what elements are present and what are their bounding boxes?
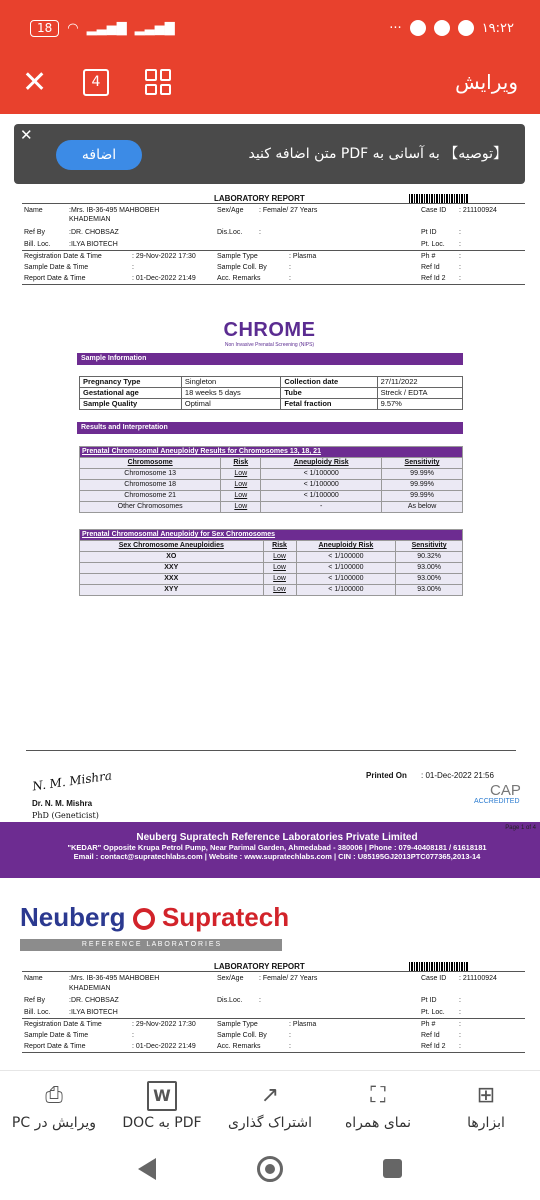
table-header-cell: Chromosome (80, 458, 221, 469)
app-icon (458, 20, 474, 36)
status-icons-left (30, 20, 175, 37)
clock: ۱۹:۲۲ (481, 20, 514, 36)
table-cell: < 1/100000 (296, 552, 396, 563)
table-cell: Chromosome 18 (80, 480, 221, 491)
label-sample-type: Sample Type (217, 253, 258, 260)
table-row (80, 480, 463, 491)
label-sample-coll-by: Sample Coll. By (217, 264, 267, 271)
p2-value-pt-id: : (459, 997, 461, 1004)
pdf-viewer[interactable] (0, 114, 540, 1070)
chrome-icon (434, 20, 450, 36)
pdf-page-1 (14, 114, 536, 884)
barcode-p2 (409, 962, 469, 971)
table-cell: 93.00% (396, 574, 463, 585)
cap-logo: CAP (490, 782, 521, 799)
table-row (80, 502, 463, 513)
table-cell: XXY (80, 563, 264, 574)
signature-line (26, 750, 516, 751)
toolbar-tools[interactable] (432, 1077, 540, 1131)
table-cell: 99.99% (382, 491, 463, 502)
value-acc-remarks: : (289, 275, 291, 282)
signature-script: N. M. Mishra (31, 768, 113, 794)
p2-value-sample-coll-by: : (289, 1032, 291, 1039)
header-line (22, 203, 525, 204)
value-sample-type: : Plasma (289, 253, 317, 260)
table-row (80, 574, 463, 585)
sample-info-cell: Gestational age (80, 388, 182, 399)
table-cell: Low (263, 552, 296, 563)
autosome-table (79, 446, 463, 513)
table-cell: < 1/100000 (261, 480, 382, 491)
p2-value-sample-type: : Plasma (289, 1021, 317, 1028)
p2-label-ref-id: Ref Id (421, 1032, 440, 1039)
logo-supratech: Supratech (161, 902, 290, 932)
label-dis-loc: Dis.Loc. (217, 229, 243, 236)
sample-info-cell: Pregnancy Type (80, 377, 182, 388)
status-icons-right (389, 20, 514, 36)
table-cell: < 1/100000 (261, 491, 382, 502)
table-cell: 90.32% (396, 552, 463, 563)
bottom-toolbar (0, 1070, 540, 1140)
value-sample-date: : (132, 264, 134, 271)
home-icon[interactable] (257, 1156, 283, 1182)
label-reg-date: Registration Date & Time (24, 253, 102, 260)
banner-add-button[interactable]: اضافه (56, 140, 142, 170)
p2-label-ref-by: Ref By (24, 997, 46, 1004)
label-name: Name (24, 207, 43, 214)
banner-text: 【توصیه】 به آسانی به PDF متن اضافه کنید (248, 146, 507, 162)
table-cell: XXX (80, 574, 264, 585)
table-cell: Low (263, 563, 296, 574)
table-cell: < 1/100000 (261, 469, 382, 480)
logo-neuberg: Neuberg (20, 902, 126, 932)
printed-on-value: : 01-Dec-2022 21:56 (421, 771, 494, 780)
p2-value-acc-remarks: : (289, 1043, 291, 1050)
p2-label-pt-loc: Pt. Loc. (421, 1009, 445, 1016)
table-header-cell: Sensitivity (382, 458, 463, 469)
toolbar-tools-label: ابزارها (467, 1115, 505, 1131)
p2-label-case-id: Case ID (421, 975, 447, 982)
table-row (80, 585, 463, 596)
table-header-cell: Sex Chromosome Aneuploidies (80, 541, 264, 552)
table-cell: Other Chromosomes (80, 502, 221, 513)
share-icon: ↗ (260, 1083, 280, 1108)
sample-info-cell: Singleton (181, 377, 281, 388)
table-cell: Low (263, 585, 296, 596)
sample-info-cell: 27/11/2022 (377, 377, 462, 388)
table-cell: < 1/100000 (296, 585, 396, 596)
value-name: :Mrs. IB-36-495 MAHBOBEH (69, 207, 160, 214)
label-acc-remarks: Acc. Remarks (217, 275, 261, 282)
cap-accredited: ACCREDITED (474, 798, 520, 805)
sample-info-cell: Fetal fraction (281, 399, 377, 410)
battery-icon: 18 (30, 20, 59, 37)
toolbar-mobile-view-label: نمای همراه (344, 1115, 412, 1131)
sample-info-row (80, 388, 463, 399)
p2-label-name: Name (24, 975, 43, 982)
table-cell: Chromosome 21 (80, 491, 221, 502)
close-icon[interactable]: ✕ (22, 65, 48, 100)
table-cell: XYY (80, 585, 264, 596)
table-row (80, 552, 463, 563)
sex-title: Prenatal Chromosomal Aneuploidy for Sex Chromosomes (80, 530, 463, 541)
p2-label-sample-type: Sample Type (217, 1021, 258, 1028)
value-ref-by: :DR. CHOBSAZ (69, 229, 119, 236)
value-ref-id: : (459, 264, 461, 271)
sex-chromosome-table (79, 529, 463, 596)
value-ref-id-2: : (459, 275, 461, 282)
label-sample-date: Sample Date & Time (24, 264, 89, 271)
sample-info-cell: Tube (281, 388, 377, 399)
value-sample-coll-by: : (289, 264, 291, 271)
chrome-logo (14, 319, 525, 348)
sample-info-row (80, 399, 463, 410)
table-cell: Low (221, 469, 261, 480)
p2-value-reg-date: : 29-Nov-2022 17:30 (132, 1021, 196, 1028)
table-cell: As below (382, 502, 463, 513)
toolbar-edit-pc-label: ویرایش در PC (11, 1115, 97, 1131)
lab-address: "KEDAR" Opposite Krupa Petrol Pump, Near Parimal Garden, Ahmedabad - 380006 | Phone : 079-40408181 / 61618181 (67, 843, 487, 852)
sample-info-cell: Streck / EDTA (377, 388, 462, 399)
youtube-icon (410, 20, 426, 36)
neuberg-logo (20, 902, 289, 933)
toolbar-edit-pc[interactable] (0, 1077, 108, 1131)
sample-info-cell: Optimal (181, 399, 281, 410)
table-cell: Low (221, 491, 261, 502)
p2-label-pt-id: Pt ID (421, 997, 437, 1004)
pc-icon: ⎙ (45, 1083, 63, 1108)
table-header-cell: Risk (263, 541, 296, 552)
table-row (80, 469, 463, 480)
sample-info-cell: Collection date (281, 377, 377, 388)
table-row (80, 563, 463, 574)
p2-line (22, 971, 525, 972)
p2-value-sample-date: : (132, 1032, 134, 1039)
p2-value-ph: : (459, 1021, 461, 1028)
edit-title[interactable]: ویرایش (455, 70, 518, 94)
label-pt-loc: Pt. Loc. (421, 241, 445, 248)
word-icon: W (147, 1081, 177, 1111)
results-heading: Results and Interpretation (77, 422, 463, 434)
page-number: Page 1 of 4 (505, 825, 536, 831)
tip-banner (14, 124, 525, 184)
table-cell: Low (263, 574, 296, 585)
lab-name: Neuberg Supratech Reference Laboratories Private Limited (136, 832, 418, 843)
p2-value-report-date: : 01-Dec-2022 21:49 (132, 1043, 196, 1050)
mobile-view-icon: ⛶ (370, 1083, 386, 1108)
value-name-2: KHADEMIAN (69, 216, 111, 223)
doctor-degree: PhD (Geneticist) (32, 811, 99, 820)
p2-value-case-id: : 211100924 (459, 975, 497, 982)
toolbar-share[interactable] (216, 1077, 324, 1131)
app-bar (0, 56, 540, 114)
label-ref-id-2: Ref Id 2 (421, 275, 446, 282)
barcode (409, 194, 469, 203)
table-cell: Low (221, 480, 261, 491)
p2-value-bill-loc: :ILYA BIOTECH (69, 1009, 118, 1016)
logo-mark-icon (133, 908, 155, 930)
label-ph: Ph # (421, 253, 436, 260)
table-cell: < 1/100000 (296, 574, 396, 585)
sample-info-row (80, 377, 463, 388)
value-ph: : (459, 253, 461, 260)
lab-footer (0, 822, 540, 878)
p2-value-ref-id: : (459, 1032, 461, 1039)
pdf-page-2 (14, 890, 525, 1070)
sample-info-cell: Sample Quality (80, 399, 182, 410)
sample-info-heading: Sample Information (77, 353, 463, 365)
thumbnails-grid-icon[interactable] (145, 69, 171, 95)
table-cell: Low (221, 502, 261, 513)
table-cell: XO (80, 552, 264, 563)
p2-line-3 (22, 1052, 525, 1053)
sample-info-cell: 18 weeks 5 days (181, 388, 281, 399)
p2-label-sample-date: Sample Date & Time (24, 1032, 89, 1039)
recent-apps-icon[interactable] (383, 1159, 402, 1178)
toolbar-mobile-view[interactable] (324, 1077, 432, 1131)
label-report-date: Report Date & Time (24, 275, 86, 282)
label-bill-loc: Bill. Loc. (24, 241, 51, 248)
wifi-icon: ◠ (67, 21, 79, 36)
p2-label-acc-remarks: Acc. Remarks (217, 1043, 261, 1050)
p2-label-sex-age: Sex/Age (217, 975, 244, 982)
banner-close-icon[interactable]: ✕ (20, 126, 33, 144)
status-bar (0, 0, 540, 56)
table-header-cell: Aneuploidy Risk (261, 458, 382, 469)
table-header-cell: Sensitivity (396, 541, 463, 552)
label-ref-id: Ref Id (421, 264, 440, 271)
value-pt-loc: : (459, 241, 461, 248)
report-title: LABORATORY REPORT (214, 194, 305, 203)
printed-on-label: Printed On (366, 771, 407, 780)
table-header-cell: Aneuploidy Risk (296, 541, 396, 552)
back-icon[interactable] (138, 1158, 156, 1180)
value-report-date: : 01-Dec-2022 21:49 (132, 275, 196, 282)
sample-info-table (79, 376, 463, 410)
signal-icon-2: ▂▃▅▇ (134, 21, 175, 36)
more-dots: ··· (389, 20, 402, 36)
logo-subtitle: R E F E R E N C E L A B O R A T O R I E S (20, 939, 282, 951)
p2-label-report-date: Report Date & Time (24, 1043, 86, 1050)
chrome-logo-subtitle: Non Invasive Prenatal Screening (NIPS) (224, 342, 315, 348)
value-case-id: : 211100924 (459, 207, 497, 214)
table-cell: Chromosome 13 (80, 469, 221, 480)
value-sex-age: : Female/ 27 Years (259, 207, 318, 214)
p2-label-reg-date: Registration Date & Time (24, 1021, 102, 1028)
table-row (80, 491, 463, 502)
toolbar-pdf-to-doc[interactable] (108, 1077, 216, 1131)
p2-value-dis-loc: : (259, 997, 261, 1004)
signal-icon: ▂▃▅▇ (86, 21, 127, 36)
header-line-3 (22, 284, 525, 285)
label-pt-id: Pt ID (421, 229, 437, 236)
label-sex-age: Sex/Age (217, 207, 244, 214)
table-cell: 93.00% (396, 585, 463, 596)
autosome-title: Prenatal Chromosomal Aneuploidy Results for Chromosomes 13, 18, 21 (80, 447, 463, 458)
label-case-id: Case ID (421, 207, 447, 214)
doctor-name: Dr. N. M. Mishra (32, 799, 93, 808)
p2-label-sample-coll-by: Sample Coll. By (217, 1032, 267, 1039)
p2-label-bill-loc: Bill. Loc. (24, 1009, 51, 1016)
p2-value-name-2: KHADEMIAN (69, 985, 111, 992)
p2-value-pt-loc: : (459, 1009, 461, 1016)
value-reg-date: : 29-Nov-2022 17:30 (132, 253, 196, 260)
chrome-logo-text: CHROME (223, 319, 316, 341)
label-ref-by: Ref By (24, 229, 46, 236)
sample-info-cell: 9.57% (377, 399, 462, 410)
tools-icon: ⊞ (476, 1083, 496, 1108)
p2-value-ref-id-2: : (459, 1043, 461, 1050)
table-cell: 99.99% (382, 480, 463, 491)
header-line-2 (22, 250, 525, 251)
p2-value-ref-by: :DR. CHOBSAZ (69, 997, 119, 1004)
table-header-cell: Risk (221, 458, 261, 469)
toolbar-pdf-to-doc-label: PDF به DOC (122, 1115, 202, 1131)
navigation-bar (0, 1140, 540, 1200)
p2-value-sex-age: : Female/ 27 Years (259, 975, 318, 982)
table-cell: < 1/100000 (296, 563, 396, 574)
p2-line-2 (22, 1018, 525, 1019)
table-cell: - (261, 502, 382, 513)
table-cell: 99.99% (382, 469, 463, 480)
report-title-p2: LABORATORY REPORT (214, 962, 305, 971)
p2-label-dis-loc: Dis.Loc. (217, 997, 243, 1004)
p2-label-ref-id-2: Ref Id 2 (421, 1043, 446, 1050)
p2-label-ph: Ph # (421, 1021, 436, 1028)
value-bill-loc: :ILYA BIOTECH (69, 241, 118, 248)
pages-count-button[interactable]: 4 (83, 69, 109, 96)
toolbar-share-label: اشتراک گذاری (227, 1115, 313, 1131)
value-dis-loc: : (259, 229, 261, 236)
table-cell: 93.00% (396, 563, 463, 574)
lab-contact: Email : contact@supratechlabs.com | Website : www.supratechlabs.com | CIN : U85195GJ2013PTC077365,2013-14 (73, 852, 481, 861)
value-pt-id: : (459, 229, 461, 236)
p2-value-name: :Mrs. IB-36-495 MAHBOBEH (69, 975, 160, 982)
